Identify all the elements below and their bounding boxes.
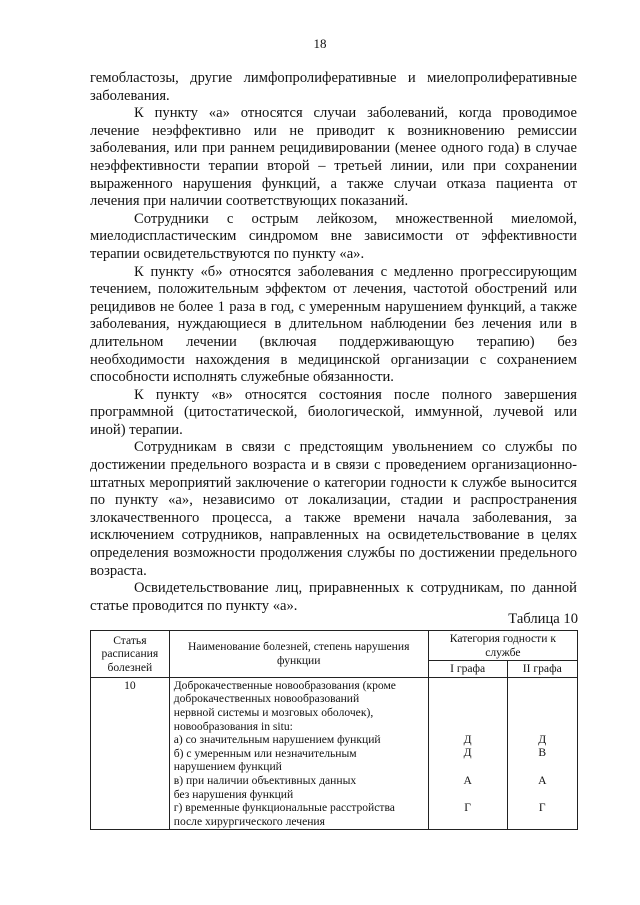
disease-line: новообразования in situ: bbox=[173, 719, 293, 733]
category-value: Д bbox=[538, 732, 547, 746]
paragraph: Сотрудники с острым лейкозом, множественной миеломой, миелодиспластическим синдромом вне зависимости от эффективности терапии освидетельствуются по пункту «а». bbox=[90, 210, 577, 262]
paragraph: К пункту «б» относятся заболевания с медленно прогрессирующим течением, положительным эффектом от лечения, частотой обострений или рецидивов не более 1 раза в год, с умеренным нарушением функций, а также заболевания, нуждающиеся в длительном наблюдении без лечения или в длительном лечении (включая поддерживающую терапию) без необходимости нахождения в медицинской организации с сохранением способности исполнять служебные обязанности. bbox=[90, 263, 577, 386]
page-number: 18 bbox=[313, 36, 327, 51]
disease-line: б) с умеренным или незначительным bbox=[173, 746, 357, 760]
category-value: Г bbox=[538, 800, 546, 814]
paragraph: Сотрудникам в связи с предстоящим увольнением со службы по достижении предельного возраста и в связи с проведением организационно-штатных мероприятий заключение о категории годности к службе выносится по пункту «а», независимо от локализации, стадии и распространения злокачественного процесса, а также времени начала заболевания, за исключением сотрудников, направленных на освидетельствование в целях определения возможности продолжения службы по достижении предельного возраста. bbox=[90, 439, 577, 579]
header-category: Категория годности к службе bbox=[428, 631, 577, 661]
disease-table bbox=[90, 630, 578, 830]
category-column-1 bbox=[428, 677, 507, 830]
header-column-1: I графа bbox=[428, 661, 507, 678]
paragraph: К пункту «а» относятся случаи заболеваний, когда проводимое лечение неэффективно или не приводит к возникновению ремиссии заболевания, или при раннем рецидивировании (менее одного года) в случае неэффективности терапии второй – третьей линии, или при сохранении выраженного нарушения функций, а также случаи отказа пациента от лечения при наличии соответствующих показаний. bbox=[90, 105, 577, 210]
disease-line: без нарушения функций bbox=[173, 787, 294, 801]
table-caption: Таблица 10 bbox=[508, 611, 578, 627]
header-column-2: II графа bbox=[507, 661, 578, 678]
disease-line: Доброкачественные новообразования (кроме bbox=[173, 678, 396, 692]
category-value: Д bbox=[463, 746, 472, 760]
category-value: Д bbox=[463, 732, 472, 746]
disease-line: в) при наличии объективных данных bbox=[173, 773, 357, 787]
article-number: 10 bbox=[91, 677, 170, 830]
disease-line: нервной системы и мозговых оболочек), bbox=[173, 705, 374, 719]
table-row bbox=[91, 677, 578, 830]
disease-line: г) временные функциональные расстройства bbox=[173, 801, 395, 815]
category-value: А bbox=[538, 773, 547, 787]
disease-line: после хирургического лечения bbox=[173, 814, 325, 828]
category-column-2 bbox=[507, 677, 578, 830]
disease-line: нарушением функций bbox=[173, 760, 282, 774]
category-value: А bbox=[463, 773, 472, 787]
category-value: В bbox=[538, 746, 547, 760]
paragraph: К пункту «в» относятся состояния после полного завершения программной (цитостатической, биологической, иммунной, лучевой или иной) терапии. bbox=[90, 386, 577, 438]
header-disease-name: Наименование болезней, степень нарушения функции bbox=[169, 631, 428, 678]
body-text bbox=[90, 70, 577, 615]
disease-line: доброкачественных новообразований bbox=[173, 692, 360, 706]
table-header-row bbox=[91, 631, 578, 661]
disease-line: а) со значительным нарушением функций bbox=[173, 733, 381, 747]
paragraph: Освидетельствование лиц, приравненных к сотрудникам, по данной статье проводится по пункту «а». bbox=[90, 580, 577, 614]
category-value: Г bbox=[464, 800, 471, 814]
header-article: Статья расписания болезней bbox=[91, 631, 170, 678]
disease-name-cell bbox=[169, 677, 428, 830]
paragraph: гемобластозы, другие лимфопролиферативные и миелопролиферативные заболевания. bbox=[90, 70, 577, 104]
